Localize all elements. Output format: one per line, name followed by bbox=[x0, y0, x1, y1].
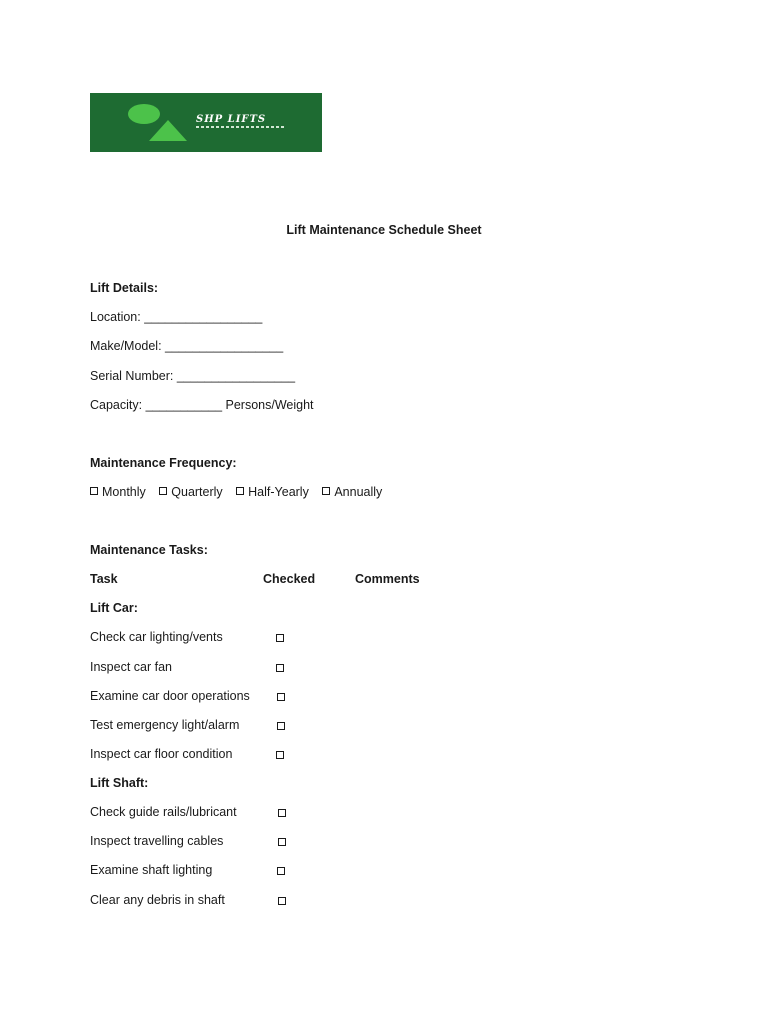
task-checkbox[interactable] bbox=[278, 838, 286, 846]
task-checkbox[interactable] bbox=[276, 664, 284, 672]
checkbox-icon bbox=[322, 487, 330, 495]
company-logo bbox=[90, 93, 322, 152]
task-checkbox[interactable] bbox=[277, 867, 285, 875]
task-item: Test emergency light/alarm bbox=[90, 718, 240, 732]
task-item: Examine car door operations bbox=[90, 689, 250, 703]
page-title: Lift Maintenance Schedule Sheet bbox=[286, 223, 482, 237]
task-checkbox[interactable] bbox=[277, 693, 285, 701]
section-heading-lift-car: Lift Car: bbox=[90, 601, 138, 615]
frequency-option-quarterly[interactable]: Quarterly bbox=[159, 485, 222, 499]
task-checkbox[interactable] bbox=[278, 897, 286, 905]
checkbox-icon bbox=[159, 487, 167, 495]
tasks-heading: Maintenance Tasks: bbox=[90, 543, 208, 557]
task-item: Inspect car fan bbox=[90, 660, 172, 674]
frequency-heading: Maintenance Frequency: bbox=[90, 456, 237, 470]
task-item: Examine shaft lighting bbox=[90, 863, 213, 877]
task-item: Check guide rails/lubricant bbox=[90, 805, 237, 819]
frequency-option-half-yearly[interactable]: Half-Yearly bbox=[236, 485, 309, 499]
task-item: Clear any debris in shaft bbox=[90, 893, 225, 907]
serial-number-field: Serial Number: _________________ bbox=[90, 369, 296, 383]
logo-name: SHP LIFTS bbox=[196, 114, 267, 125]
section-heading-lift-shaft: Lift Shaft: bbox=[90, 776, 149, 790]
make-model-field: Make/Model: _________________ bbox=[90, 339, 284, 353]
checkbox-icon bbox=[236, 487, 244, 495]
task-item: Inspect car floor condition bbox=[90, 747, 233, 761]
task-checkbox[interactable] bbox=[278, 809, 286, 817]
logo-triangle-shape bbox=[149, 120, 187, 141]
column-header-comments: Comments bbox=[355, 572, 420, 586]
logo-tagline-graphic bbox=[196, 126, 286, 128]
capacity-field: Capacity: ___________ Persons/Weight bbox=[90, 398, 314, 412]
frequency-option-annually[interactable]: Annually bbox=[322, 485, 382, 499]
task-item: Inspect travelling cables bbox=[90, 834, 224, 848]
task-checkbox[interactable] bbox=[276, 634, 284, 642]
column-header-task: Task bbox=[90, 572, 118, 586]
task-checkbox[interactable] bbox=[276, 751, 284, 759]
lift-details-heading: Lift Details: bbox=[90, 281, 159, 295]
column-header-checked: Checked bbox=[263, 572, 316, 586]
location-field: Location: _________________ bbox=[90, 310, 263, 324]
frequency-options bbox=[90, 484, 392, 500]
task-checkbox[interactable] bbox=[277, 722, 285, 730]
frequency-option-monthly[interactable]: Monthly bbox=[90, 485, 146, 499]
checkbox-icon bbox=[90, 487, 98, 495]
task-item: Check car lighting/vents bbox=[90, 630, 223, 644]
